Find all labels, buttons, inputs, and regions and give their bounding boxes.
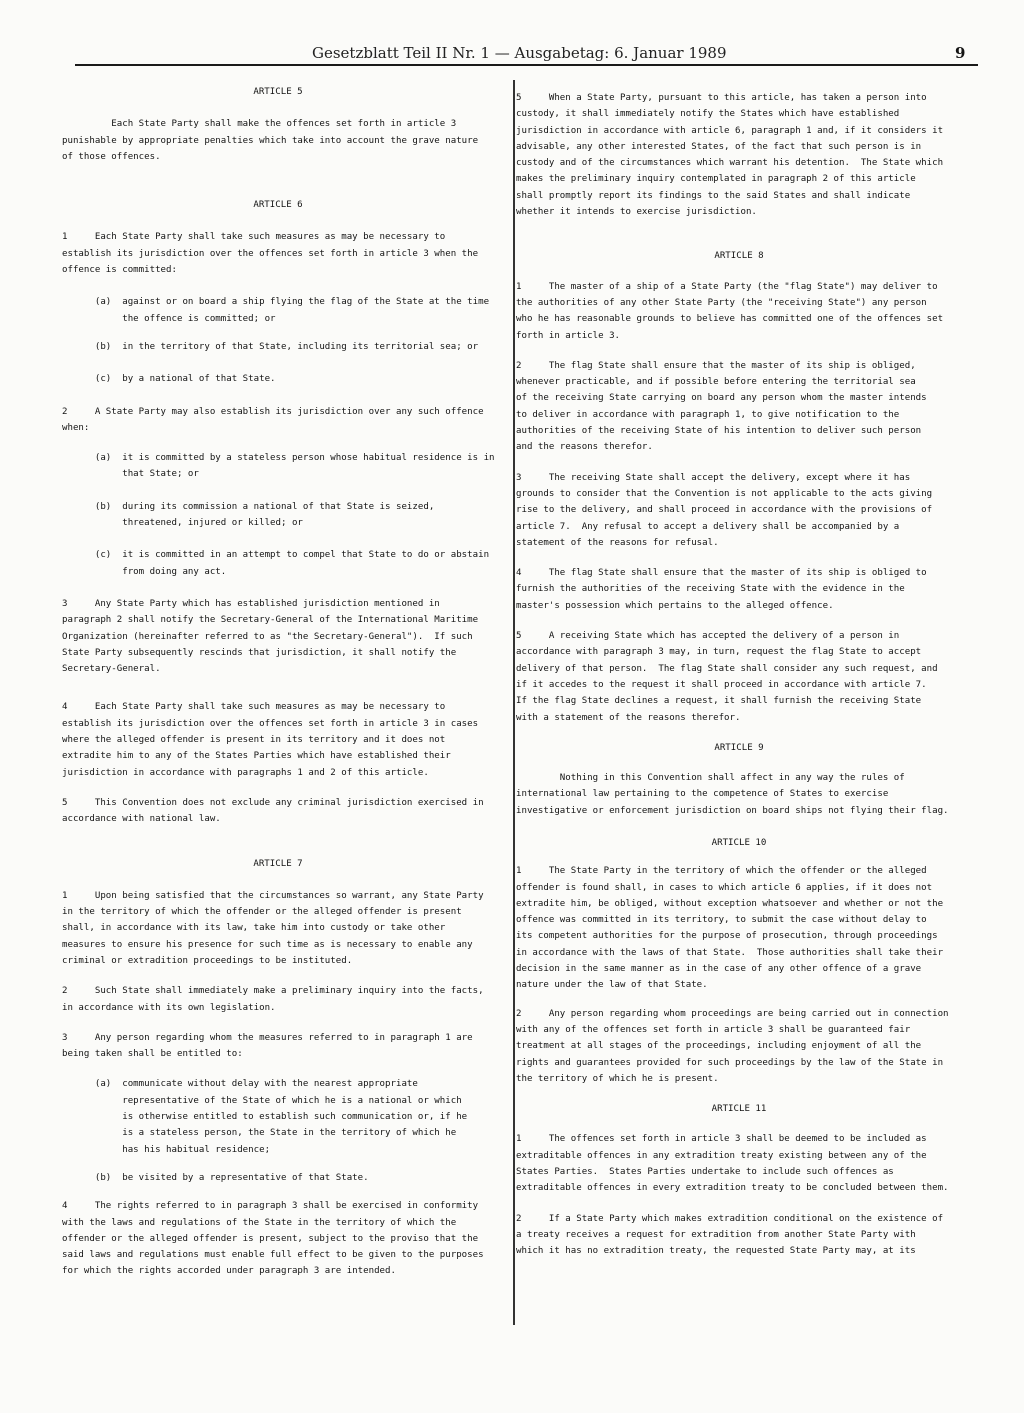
article-11-paragraph-1: 1 The offences set forth in article 3 shall be deemed to be included as extraditable offences in any extradition treaty existing between any of the States Parties. States Parties undertake to include such offences as extraditable offences in every extradition treaty to be concluded between them. (516, 1134, 949, 1194)
article-6-paragraph-1: 1 Each State Party shall take such measures as may be necessary to establish its jurisdiction over the offences set forth in article 3 when the offence is committed: (62, 232, 479, 276)
column-divider (513, 80, 515, 1325)
article-8-paragraph-2: 2 The flag State shall ensure that the master of its ship is obliged, whenever practicable, and if possible before entering the territorial sea of the receiving State carrying on board any person whom the master intends to deliver in accordance with paragraph 1, to give notification to the authorities of the receiving State of his intention to deliver such person and the reasons therefor. (516, 360, 927, 453)
article-8-heading: ARTICLE 8 (714, 251, 764, 262)
article-7-paragraph-2: 2 Such State shall immediately make a preliminary inquiry into the facts, in accordance with its own legislation. (62, 986, 484, 1013)
article-8-paragraph-5: 5 A receiving State which has accepted the delivery of a person in accordance with paragraph 3 may, in turn, request the flag State to accept delivery of that person. The flag State shall consider any such request, and if it accedes to the request it shall proceed in accordance with article 7. If the flag State declines a request, it shall furnish the receiving State with a statement of the reasons therefor. (516, 631, 938, 723)
right-column (516, 90, 962, 1260)
article-9-text: Nothing in this Convention shall affect in any way the rules of international law pertaining to the competence of States to exercise investigative or enforcement jurisdiction on board ships not flying their flag. (516, 773, 949, 816)
article-8-paragraph-1: 1 The master of a ship of a State Party (the "flag State") may deliver to the authorities of any other State Party (the "receiving State") any person who he has reasonable grounds to believe has committed one of the offences set forth in article 3. (516, 281, 944, 341)
article-6-paragraph-2-a: (a) it is committed by a stateless person whose habitual residence is in that State; or (94, 453, 495, 480)
article-10-paragraph-2: 2 Any person regarding whom proceedings are being carried out in connection with any of the offences set forth in article 3 shall be guaranteed fair treatment at all stages of the proceedings, including enjoyment of all the rights and guarantees provided for such proceedings by the law of the State in the territory of which he is present. (516, 1008, 949, 1084)
article-6-paragraph-3: 3 Any State Party which has established jurisdiction mentioned in paragraph 2 shall notify the Secretary-General of the International Maritime Organization (hereinafter referred to as "the Secretary-General"). If such State Party subsequently rescinds that jurisdiction, it shall notify the Secretary-General. (62, 598, 479, 675)
article-6-paragraph-1-b: (b) in the territory of that State, including its territorial sea; or (62, 341, 479, 352)
article-10-paragraph-1: 1 The State Party in the territory of which the offender or the alleged offender is found shall, in cases to which article 6 applies, if it does not extradite him, be obliged, without exception whatsoever and whether or not the offence was committed in its territory, to submit the case without delay to its competent authorities for the purpose of prosecution, through proceedings in accordance with the laws of that State. Those authorities shall take their decision in the same manner as in the case of any other offence of a grave nature under the law of that State. (516, 866, 944, 991)
left-column (62, 84, 494, 1280)
article-6-paragraph-5: 5 This Convention does not exclude any criminal jurisdiction exercised in accordance with national law. (62, 797, 484, 825)
article-6-paragraph-4: 4 Each State Party shall take such measures as may be necessary to establish its jurisdiction over the offences set forth in article 3 in cases where the alleged offender is present in its territory and it does not extradite him to any of the States Parties which have established their jurisdiction in accordance with paragraphs 1 and 2 of this article. (62, 702, 479, 778)
article-10-heading: ARTICLE 10 (711, 837, 767, 848)
article-8-paragraph-4: 4 The flag State shall ensure that the master of its ship is obliged to furnish the authorities of the receiving State with the evidence in the master's possession which pertains to the alleged offence. (516, 568, 927, 611)
article-7-paragraph-3-a: (a) communicate without delay with the nearest appropriate representative of the State of which he is a national or which is otherwise entitled to establish such communication or, if he is a stateless person, the State in the territory of which he has his habitual residence; (94, 1079, 468, 1155)
gazette-title: Gesetzblatt Teil II Nr. 1 — Ausgabetag: 6. Januar 1989 (312, 44, 727, 62)
article-6-paragraph-2: 2 A State Party may also establish its jurisdiction over any such offence when: (62, 406, 484, 433)
article-6-paragraph-2-c: (c) it is committed in an attempt to compel that State to do or abstain from doing any act. (94, 550, 490, 577)
header-rule (75, 64, 978, 66)
article-11-heading: ARTICLE 11 (711, 1104, 767, 1115)
article-5-heading: ARTICLE 5 (253, 87, 303, 97)
article-5-text: Each State Party shall make the offences set forth in article 3 punishable by appropriate penalties which take into account the grave nature of those offences. (62, 119, 479, 162)
page-header (0, 40, 1024, 64)
article-6-heading: ARTICLE 6 (253, 200, 303, 211)
article-7-paragraph-3: 3 Any person regarding whom the measures referred to in paragraph 1 are being taken shall be entitled to: (62, 1032, 473, 1060)
article-7-paragraph-5: 5 When a State Party, pursuant to this article, has taken a person into custody, it shall immediately notify the States which have established jurisdiction in accordance with article 6, paragraph 1 and, if it considers it advisable, any other interested States, of the fact that such person is in custody and of the circumstances which warrant his detention. The State which makes the preliminary inquiry contemplated in paragraph 2 of this article shall promptly report its findings to the said States and shall indicate whether it intends to exercise jurisdiction. (516, 93, 944, 218)
article-7-paragraph-1: 1 Upon being satisfied that the circumstances so warrant, any State Party in the territory of which the offender or the alleged offender is present shall, in accordance with its law, take him into custody or take other measures to ensure his presence for such time as is necessary to enable any criminal or extradition proceedings to be instituted. (62, 890, 484, 966)
article-9-heading: ARTICLE 9 (714, 742, 764, 753)
page-number: 9 (955, 44, 966, 62)
article-6-paragraph-2-b: (b) during its commission a national of that State is seized, threatened, injured or killed; or (94, 501, 435, 529)
article-7-paragraph-4: 4 The rights referred to in paragraph 3 shall be exercised in conformity with the laws and regulations of the State in the territory of which the offender or the alleged offender is present, subject to the proviso that the said laws and regulations must enable full effect to be given to the purposes for which the rights accorded under paragraph 3 are intended. (62, 1201, 484, 1277)
article-7-heading: ARTICLE 7 (253, 858, 303, 869)
article-11-paragraph-2: 2 If a State Party which makes extradition conditional on the existence of a treaty receives a request for extradition from another State Party with which it has no extradition treaty, the requested State Party may, at its (516, 1213, 944, 1257)
article-6-paragraph-1-c: (c) by a national of that State. (62, 374, 276, 385)
article-6-paragraph-1-a: (a) against or on board a ship flying the flag of the State at the time the offence is committed; or (94, 297, 490, 324)
article-7-paragraph-3-b: (b) be visited by a representative of that State. (62, 1172, 369, 1183)
article-8-paragraph-3: 3 The receiving State shall accept the delivery, except where it has grounds to consider that the Convention is not applicable to the acts giving rise to the delivery, and shall proceed in accordance with the provisions of article 7. Any refusal to accept a delivery shall be accompanied by a statement of the reasons for refusal. (516, 472, 933, 548)
